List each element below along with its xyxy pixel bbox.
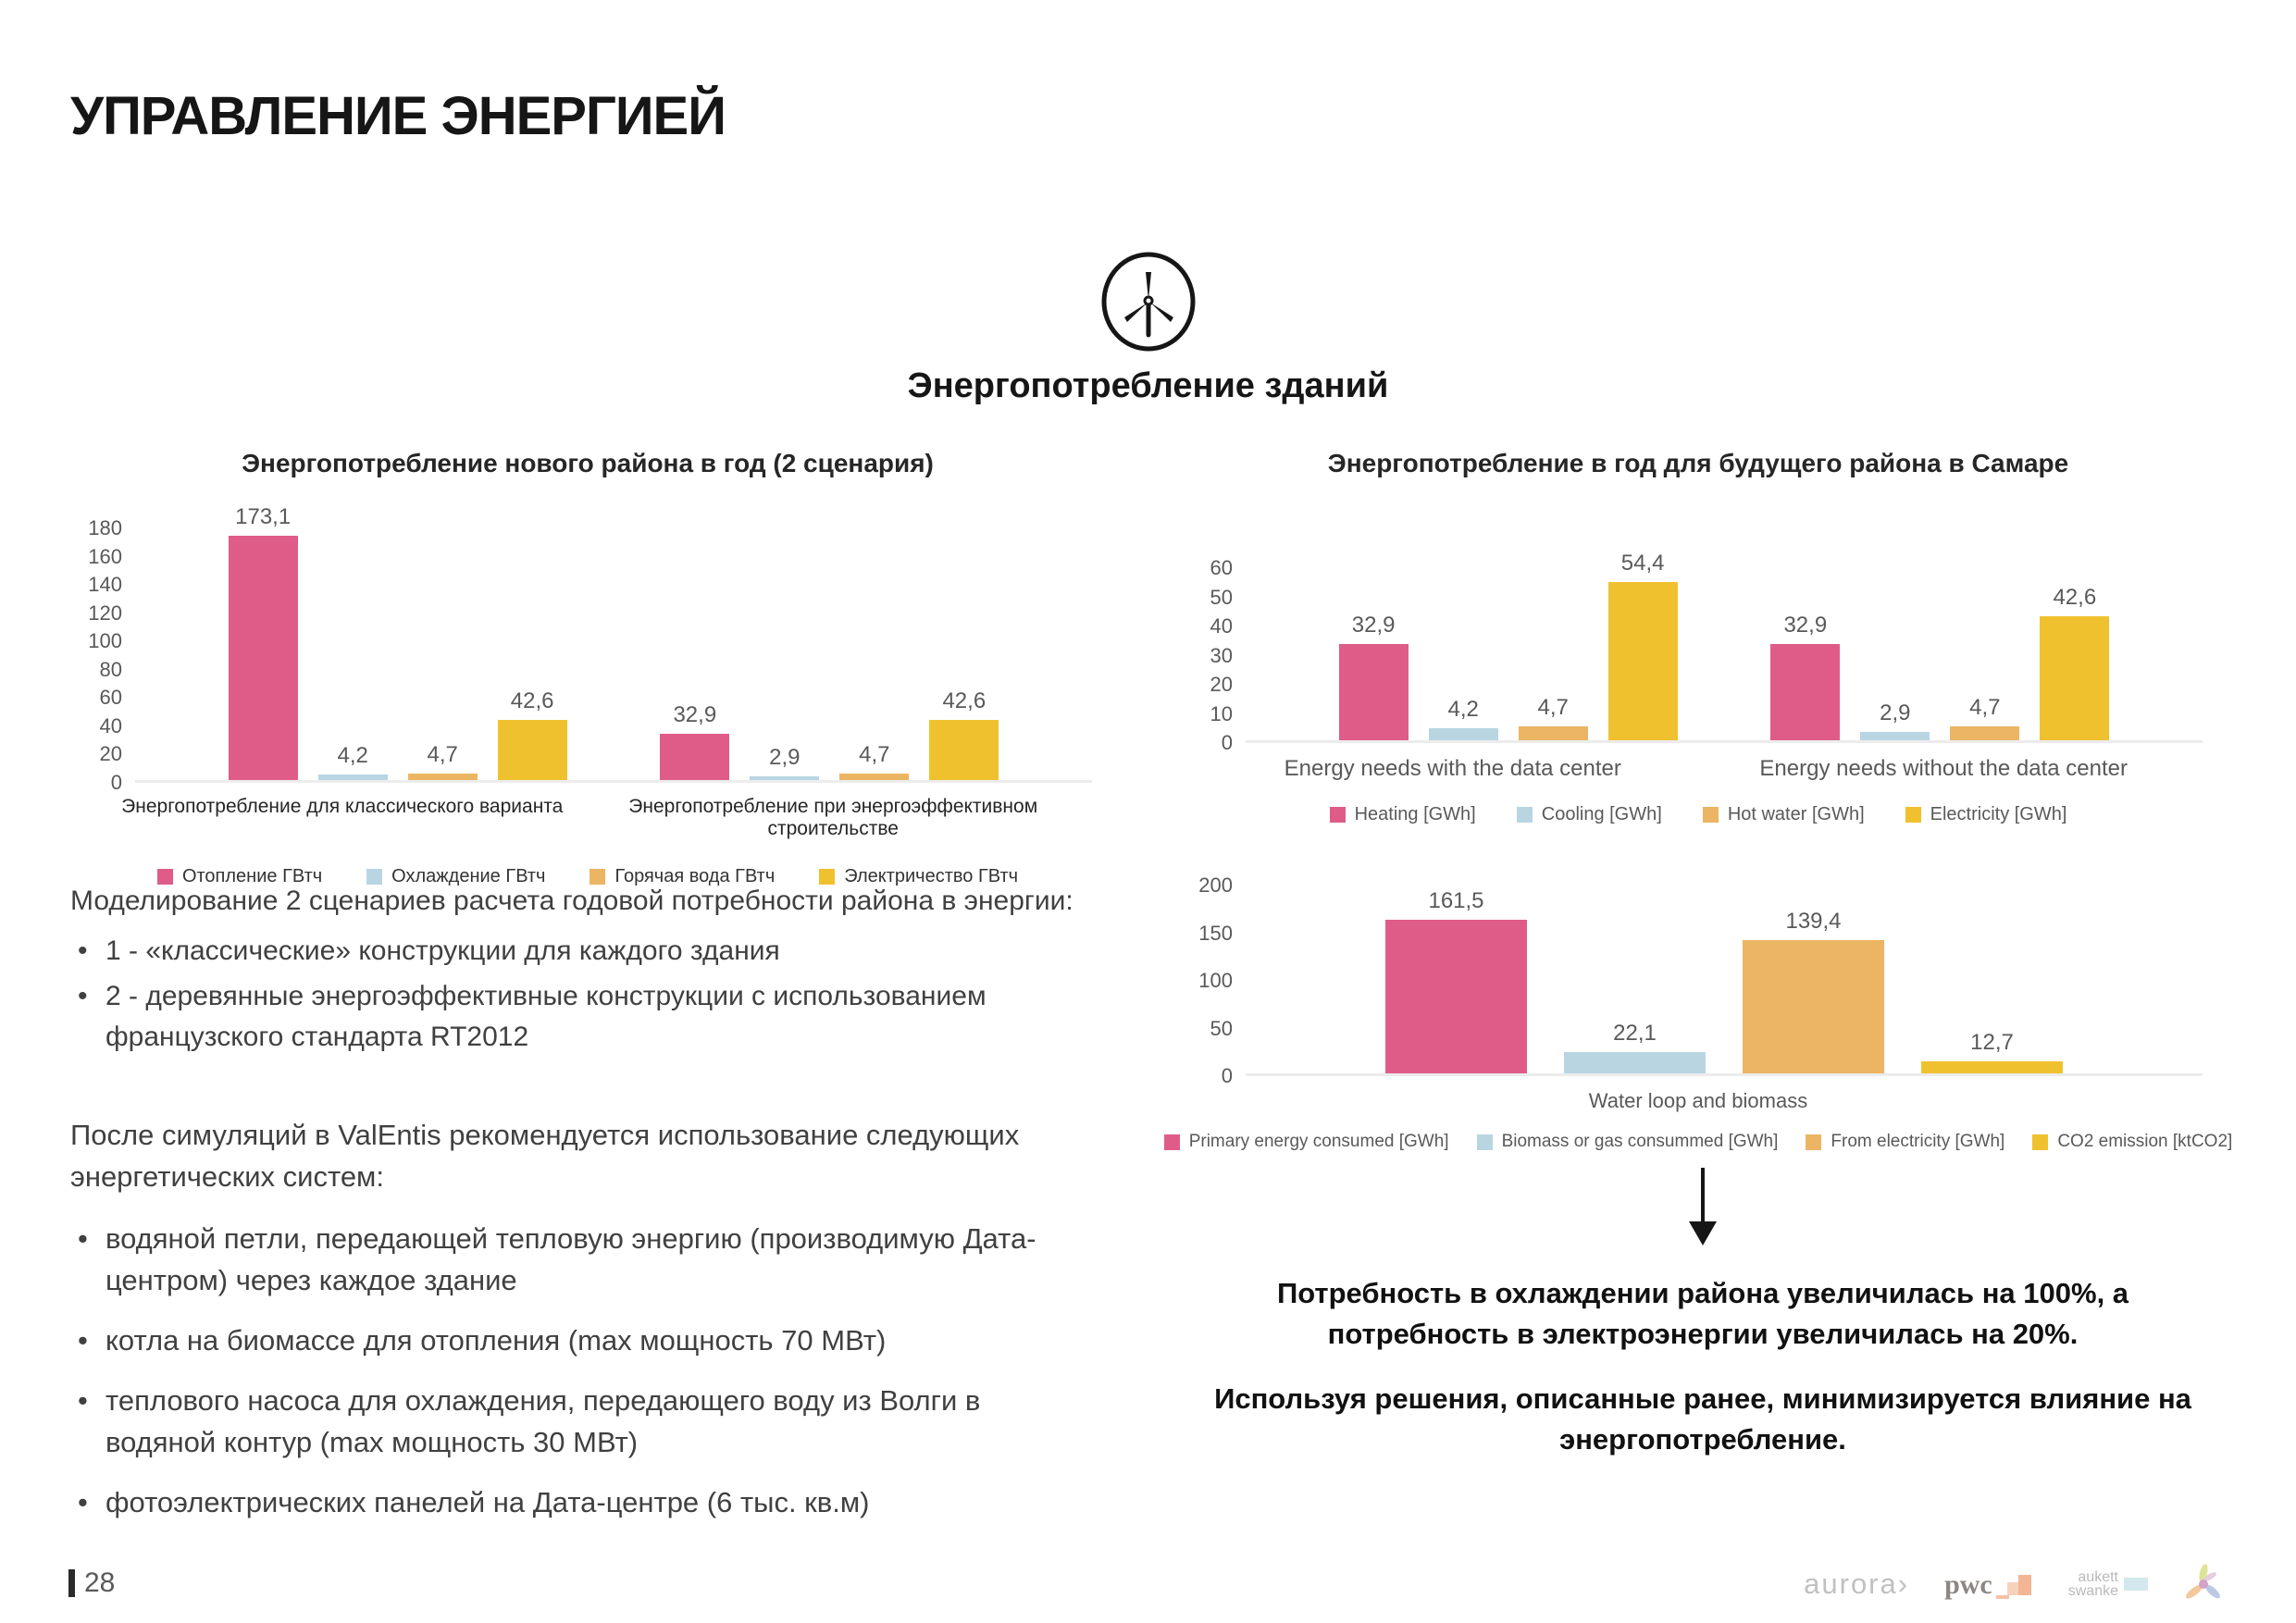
- chart-body: [1194, 873, 2203, 1087]
- bar-group: [1770, 584, 2109, 740]
- y-axis-tick-label: 50: [1210, 585, 1233, 609]
- legend-swatch: [1905, 807, 1921, 823]
- footer-logos: [1804, 1564, 2224, 1604]
- y-axis-tick-label: 100: [1198, 969, 1233, 992]
- bar: [1385, 887, 1527, 1073]
- legend-swatch: [1517, 807, 1533, 823]
- y-axis-tick-label: 100: [88, 629, 122, 653]
- pwc-logo-text: pwc: [1944, 1569, 1992, 1600]
- y-axis-tick-label: 60: [1210, 556, 1233, 579]
- y-axis-tick-label: 200: [1198, 873, 1233, 897]
- bullet-item: [70, 931, 1144, 972]
- bar-value-label: 32,9: [1783, 613, 1828, 638]
- y-axis-tick-label: 150: [1198, 921, 1233, 945]
- legend-swatch: [1703, 807, 1719, 823]
- bar: [1921, 1029, 2063, 1073]
- legend-label: Охлаждение ГВтч: [391, 866, 546, 886]
- bar-value-label: 2,9: [1880, 700, 1911, 725]
- aurora-logo: aurora›: [1804, 1567, 1910, 1600]
- y-axis: [1194, 556, 1246, 754]
- section-subtitle: Энергопотребление зданий: [907, 366, 1389, 405]
- y-axis-tick-label: 30: [1210, 643, 1233, 667]
- bar-value-label: 4,7: [1537, 695, 1569, 721]
- y-axis-tick-label: 140: [88, 573, 122, 597]
- page-number: [68, 1567, 115, 1599]
- bar-value-label: 4,7: [859, 741, 890, 767]
- bullet-item: [70, 1482, 1088, 1524]
- bar: [498, 688, 567, 780]
- conclusion-paragraph: Используя решения, описанные ранее, минимизируется влияние на энергопотребление.: [1214, 1382, 2191, 1456]
- bullet-item: [70, 1381, 1088, 1464]
- aukett-swanke-square: [2124, 1578, 2148, 1591]
- page-number-text: 28: [84, 1567, 116, 1598]
- legend-item: [1905, 804, 2067, 825]
- category-label: Energy needs with the data center: [1284, 756, 1621, 781]
- legend-label: Электричество ГВтч: [844, 866, 1019, 886]
- bar: [839, 741, 909, 780]
- chart-water-loop-and-biomass: [1188, 873, 2233, 1152]
- legend-swatch: [1330, 807, 1346, 823]
- y-axis-tick-label: 180: [88, 516, 122, 539]
- category-label: Water loop and biomass: [1588, 1089, 1808, 1112]
- bar-group: [1339, 550, 1678, 740]
- recommendations-text-block: [70, 1115, 1088, 1542]
- bullet-item: [70, 976, 1144, 1057]
- x-axis-categories: [1194, 1089, 2203, 1113]
- pwc-logo-mark-icon: [1994, 1567, 2033, 1601]
- bar: [1608, 550, 1678, 740]
- arrow-down-icon: [1203, 1168, 2203, 1245]
- bar-value-label: 4,7: [1969, 695, 2001, 721]
- legend-item: [1806, 1132, 2004, 1152]
- conclusion-block: [1203, 1168, 2203, 1460]
- chart-body: [83, 503, 1092, 794]
- bullet-item: [70, 1320, 1088, 1362]
- bar-value-label: 4,2: [337, 742, 368, 768]
- bar-group: [229, 503, 567, 780]
- bar-group: [660, 688, 999, 780]
- legend-item: [1330, 804, 1476, 825]
- aukett-swanke-text: [2068, 1570, 2118, 1598]
- legend-label: Горячая вода ГВтч: [614, 866, 776, 886]
- paragraph: Моделирование 2 сценариев расчета годовой потребности района в энергии:: [70, 886, 1074, 916]
- legend-label: CO2 emission [ktCO2]: [2057, 1132, 2233, 1151]
- bar: [1860, 700, 1930, 740]
- bar-value-label: 32,9: [1351, 613, 1396, 638]
- legend-item: [1164, 1132, 1449, 1152]
- chart-new-district-annual-consumption: [83, 447, 1092, 887]
- legend-item: [1517, 804, 1662, 825]
- chart-legend: [1188, 1132, 2233, 1152]
- bar-value-label: 12,7: [1970, 1029, 2014, 1055]
- y-axis-tick-label: 120: [88, 601, 122, 625]
- section-header: [0, 250, 2296, 406]
- bar-value-label: 22,1: [1613, 1021, 1657, 1047]
- conclusion-paragraph: Потребность в охлаждении района увеличилась на 100%, а потребность в электроэнергии увеличилась на 20%.: [1276, 1277, 2129, 1350]
- scenarios-text-block: [70, 881, 1144, 1062]
- chart-future-district-samara: [1194, 447, 2203, 825]
- bar-value-label: 2,9: [769, 744, 800, 770]
- bar: [229, 503, 298, 780]
- y-axis-tick-label: 0: [110, 771, 122, 794]
- bar: [1519, 695, 1588, 740]
- bar-value-label: 54,4: [1620, 550, 1665, 576]
- plot-area: [1246, 550, 2203, 743]
- legend-label: Electricity [GWh]: [1930, 804, 2067, 824]
- bullet-text: теплового насоса для охлаждения, передающего воду из Волги в водяной контур (max мощность 30 МВт): [105, 1383, 981, 1458]
- paragraph: После симуляций в ValEntis рекомендуется использование следующих энергетических систем:: [70, 1119, 1020, 1193]
- legend-label: Primary energy consumed [GWh]: [1188, 1132, 1449, 1151]
- bar: [929, 688, 999, 780]
- bar: [1564, 1021, 1706, 1073]
- bar-value-label: 42,6: [2053, 584, 2097, 610]
- y-axis-tick-label: 40: [99, 713, 122, 737]
- chart-title: Энергопотребление в год для будущего района в Самаре: [1327, 449, 2069, 477]
- y-axis-tick-label: 60: [99, 686, 122, 710]
- legend-label: Heating [GWh]: [1354, 804, 1476, 824]
- y-axis-tick-label: 0: [1221, 1064, 1233, 1087]
- bullet-text: фотоэлектрических панелей на Дата-центре (6 тыс. кв.м): [105, 1485, 870, 1518]
- legend-swatch: [1477, 1134, 1493, 1150]
- category-label: Energy needs without the data center: [1759, 756, 2128, 781]
- bar-group: [1385, 887, 2063, 1073]
- legend-label: Cooling [GWh]: [1541, 804, 1662, 824]
- bullet-item: [70, 1219, 1088, 1302]
- category-label: Энергопотребление для классического варианта: [121, 796, 564, 817]
- legend-item: [2032, 1132, 2232, 1152]
- legend-label: Biomass or gas consummed [GWh]: [1501, 1132, 1779, 1151]
- page-number-bar: [68, 1569, 75, 1597]
- bar-value-label: 32,9: [673, 701, 717, 727]
- bar: [2040, 584, 2109, 740]
- bar: [1743, 909, 1884, 1073]
- bar: [1339, 613, 1409, 740]
- legend-swatch: [1164, 1134, 1180, 1150]
- bar: [408, 741, 478, 780]
- bullet-text: водяной петли, передающей тепловую энергию (производимую Дата-центром) через каждое здание: [105, 1221, 1036, 1296]
- bar-value-label: 161,5: [1428, 887, 1484, 913]
- pinwheel-logo-icon: [2183, 1564, 2224, 1604]
- swanke-line: swanke: [2067, 1583, 2118, 1599]
- wind-turbine-icon: [1099, 250, 1198, 353]
- plot-area: [1246, 883, 2203, 1076]
- x-axis-categories: [83, 796, 1092, 840]
- plot-area: [135, 503, 1092, 783]
- chart-title: Энергопотребление нового района в год (2 сценария): [242, 449, 934, 477]
- legend-swatch: [1806, 1134, 1821, 1150]
- category-label: Энергопотребление при энергоэффективном строительстве: [628, 796, 1038, 839]
- aukett-swanke-logo: [2068, 1570, 2148, 1598]
- bar: [318, 742, 388, 780]
- bar-value-label: 4,2: [1447, 696, 1479, 722]
- bar: [1429, 696, 1498, 740]
- chart-legend: [1194, 804, 2203, 825]
- y-axis-tick-label: 10: [1210, 701, 1233, 725]
- x-axis-categories: [1194, 756, 2203, 782]
- y-axis-tick-label: 40: [1210, 614, 1233, 638]
- bar-value-label: 42,6: [510, 688, 554, 713]
- bullet-text: 2 - деревянные энергоэффективные конструкции с использованием французского стандарта RT2012: [105, 981, 987, 1052]
- legend-item: [1703, 804, 1865, 825]
- chart-body: [1194, 550, 2203, 754]
- bar: [750, 744, 819, 780]
- bullet-text: 1 - «классические» конструкции для каждого здания: [105, 935, 780, 966]
- bar: [1770, 613, 1840, 740]
- y-axis-tick-label: 20: [1210, 673, 1233, 696]
- pwc-logo: [1944, 1567, 2033, 1601]
- legend-label: Hot water [GWh]: [1727, 804, 1865, 824]
- y-axis-tick-label: 50: [1210, 1016, 1233, 1040]
- y-axis-tick-label: 0: [1221, 731, 1233, 754]
- y-axis-tick-label: 160: [88, 544, 122, 568]
- y-axis-tick-label: 20: [99, 742, 122, 766]
- legend-item: [1477, 1132, 1779, 1152]
- legend-label: Отопление ГВтч: [181, 866, 323, 886]
- bar-value-label: 173,1: [235, 503, 292, 529]
- legend-swatch: [2032, 1134, 2048, 1150]
- aukett-line: aukett: [2078, 1569, 2118, 1585]
- y-axis: [83, 516, 135, 794]
- y-axis-tick-label: 80: [99, 657, 122, 681]
- bar-value-label: 42,6: [942, 688, 987, 713]
- bullet-text: котла на биомассе для отопления (max мощность 70 МВт): [105, 1323, 887, 1357]
- bar: [1950, 695, 2019, 740]
- legend-label: From electricity [GWh]: [1831, 1132, 2005, 1151]
- page-title: УПРАВЛЕНИЕ ЭНЕРГИЕЙ: [70, 86, 726, 146]
- bar-value-label: 4,7: [427, 741, 458, 767]
- bar-value-label: 139,4: [1785, 909, 1842, 935]
- y-axis: [1194, 873, 1246, 1087]
- bar: [660, 701, 729, 780]
